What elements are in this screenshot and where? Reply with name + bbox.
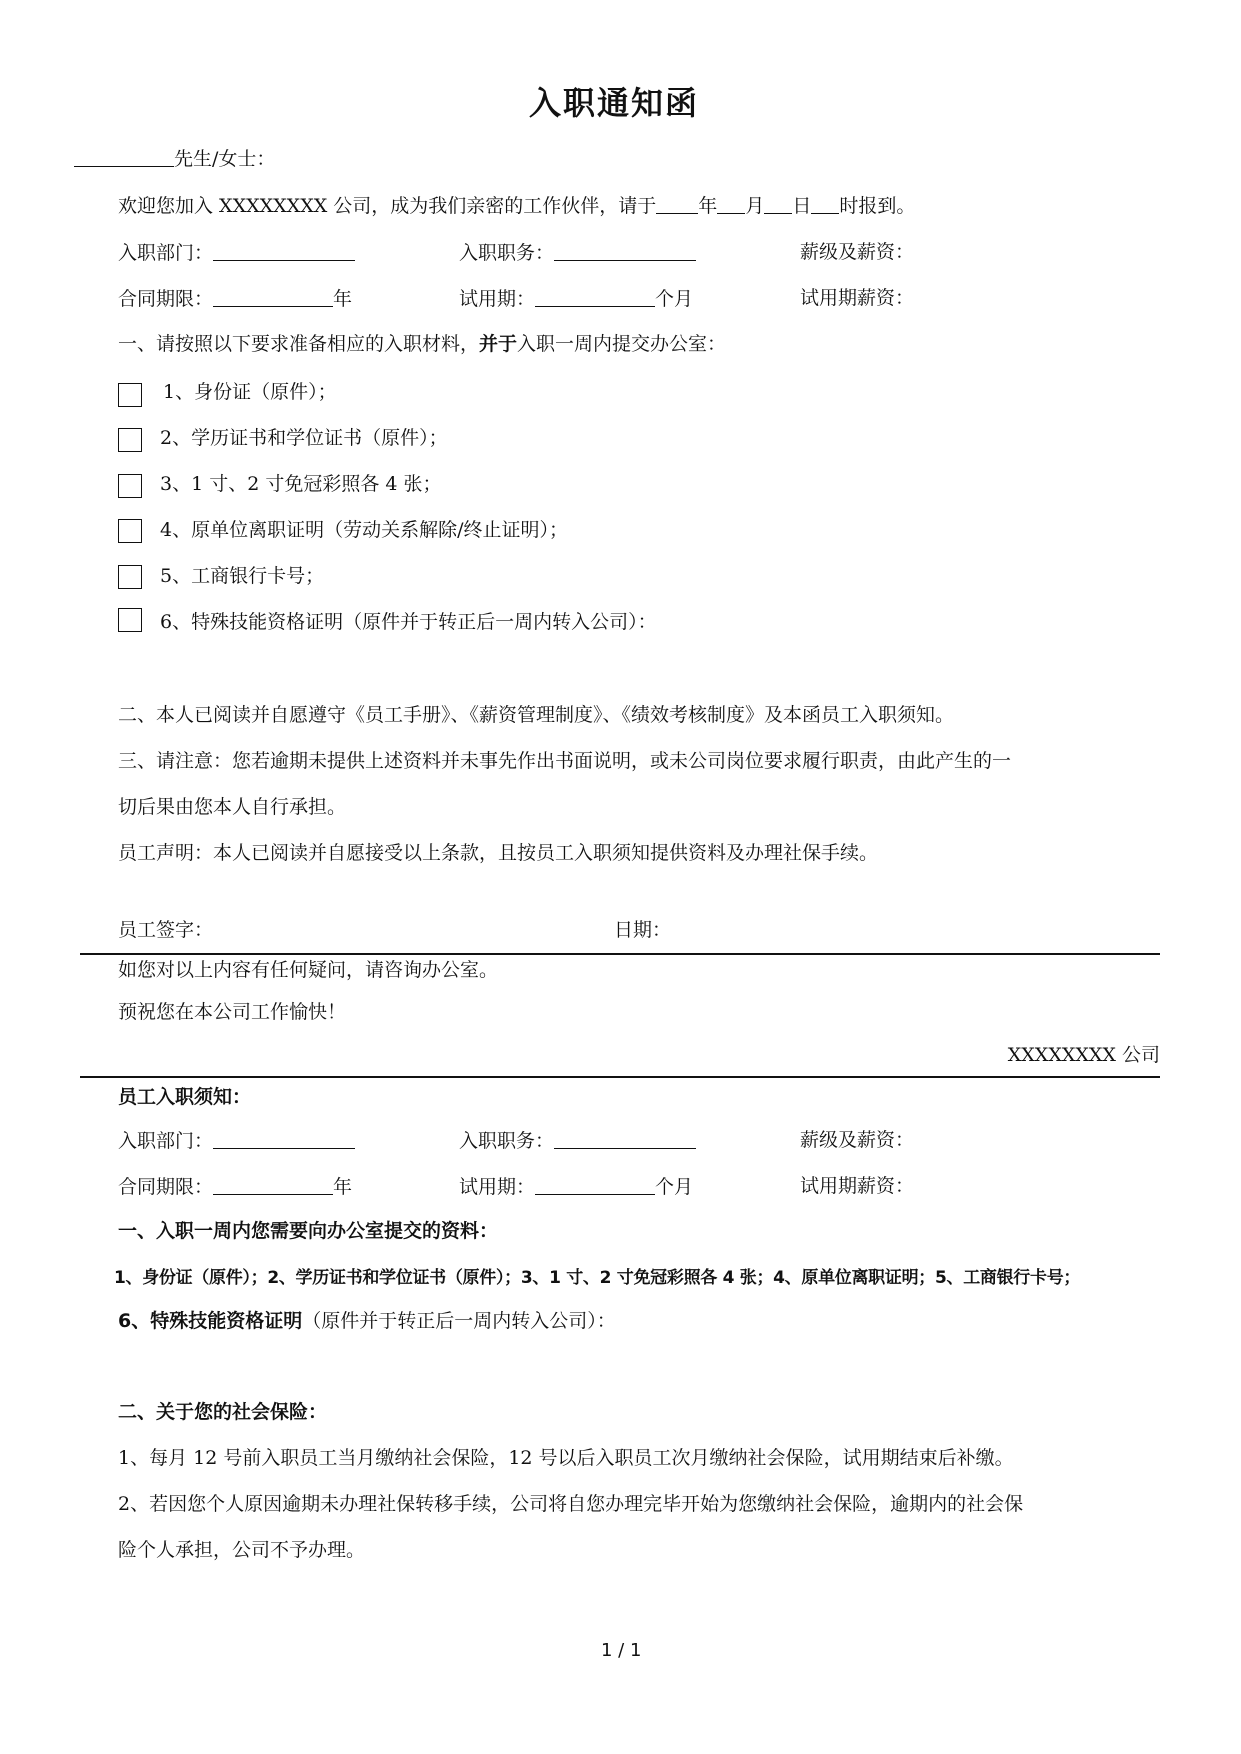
section1-heading [118, 332, 726, 356]
section3-line2: 切后果由您本人自行承担。 [118, 796, 347, 818]
year-label: 年 [698, 195, 718, 217]
probation-label: 试用期： [459, 288, 536, 310]
notice-contract-term-blank[interactable] [213, 1174, 333, 1195]
contract-term-label: 合同期限： [118, 288, 214, 310]
notice-social2-line1: 2、若因您个人原因逾期未办理社保转移手续，公司将自您办理完毕开始为您缴纳社会保险，逾期内的社会保 [118, 1493, 1024, 1515]
checklist-checkbox-6[interactable] [118, 608, 142, 632]
time-label: 时报到。 [839, 195, 916, 217]
notice-probation-blank[interactable] [535, 1174, 655, 1195]
welcome-line [118, 193, 915, 218]
welcome-text: 欢迎您加入 XXXXXXXX 公司，成为我们亲密的工作伙伴，请于 [118, 195, 657, 217]
position-blank[interactable] [554, 240, 696, 261]
salary-level-field: 薪级及薪资： [800, 241, 915, 263]
day-blank[interactable] [764, 193, 792, 214]
section2-text: 二、本人已阅读并自愿遵守《员工手册》、《薪资管理制度》、《绩效考核制度》及本函员工入职须知。 [118, 704, 955, 726]
company-signoff: XXXXXXXX 公司 [1007, 1044, 1160, 1066]
month-label: 月 [745, 195, 765, 217]
year-blank[interactable] [656, 193, 698, 214]
notice-probation-field [459, 1174, 693, 1199]
section1-heading-a: 一、请按照以下要求准备相应的入职材料， [118, 333, 480, 355]
contract-term-field [118, 286, 352, 311]
probation-salary-field: 试用期薪资： [800, 287, 915, 309]
notice-probation-unit: 个月 [655, 1176, 694, 1198]
notice-position-label: 入职职务： [459, 1130, 555, 1152]
notice-heading: 员工入职须知： [118, 1086, 252, 1108]
month-blank[interactable] [717, 193, 745, 214]
checklist-checkbox-1[interactable] [118, 383, 142, 407]
probation-blank[interactable] [535, 286, 655, 307]
checklist-item-6: 6、特殊技能资格证明（原件并于转正后一周内转入公司）： [160, 611, 657, 633]
checklist-item-1: 1、身份证（原件）； [163, 381, 337, 403]
section1-heading-c: 入职一周内提交办公室： [517, 333, 727, 355]
probation-field [459, 286, 693, 311]
checklist-checkbox-3[interactable] [118, 474, 142, 498]
notice-contract-term-unit: 年 [333, 1176, 353, 1198]
greeting-line [74, 146, 275, 171]
notice-item6 [118, 1309, 616, 1333]
notice-probation-salary-field: 试用期薪资： [800, 1175, 915, 1197]
employee-declaration: 员工声明：本人已阅读并自愿接受以上条款，且按员工入职须知提供资料及办理社保手续。 [118, 842, 879, 864]
department-blank[interactable] [213, 240, 355, 261]
page-title: 入职通知函 [529, 84, 700, 122]
hour-blank[interactable] [811, 193, 839, 214]
wish-text: 预祝您在本公司工作愉快！ [118, 1001, 347, 1023]
position-field [459, 240, 696, 265]
notice-department-field [118, 1128, 355, 1153]
checklist-item-5: 5、工商银行卡号； [160, 565, 325, 587]
position-label: 入职职务： [459, 242, 555, 264]
notice-contract-term-field [118, 1174, 352, 1199]
notice-divider [80, 1076, 1160, 1078]
notice-salary-level-field: 薪级及薪资： [800, 1129, 915, 1151]
department-field [118, 240, 355, 265]
section1-heading-bold: 并于 [479, 333, 518, 355]
checklist-item-3: 3、1 寸、2 寸免冠彩照各 4 张； [160, 473, 442, 495]
notice-contract-term-label: 合同期限： [118, 1176, 214, 1198]
department-label: 入职部门： [118, 242, 214, 264]
notice-item6-rest: （原件并于转正后一周内转入公司）： [302, 1310, 616, 1332]
contract-term-blank[interactable] [213, 286, 333, 307]
notice-social1: 1、每月 12 号前入职员工当月缴纳社会保险，12 号以后入职员工次月缴纳社会保险，试用期结束后补缴。 [118, 1447, 1014, 1469]
notice-position-blank[interactable] [554, 1128, 696, 1149]
notice-item6-bold: 6、特殊技能资格证明 [118, 1310, 303, 1332]
notice-materials-line: 1、身份证（原件）；2、学历证书和学位证书（原件）；3、1 寸、2 寸免冠彩照各 4 张；4、原单位离职证明；5、工商银行卡号； [114, 1268, 1081, 1288]
contract-term-unit: 年 [333, 288, 353, 310]
notice-probation-label: 试用期： [459, 1176, 536, 1198]
checklist-checkbox-5[interactable] [118, 565, 142, 589]
checklist-checkbox-2[interactable] [118, 428, 142, 452]
checklist-item-2: 2、学历证书和学位证书（原件）； [160, 427, 448, 449]
checklist-item-4: 4、原单位离职证明（劳动关系解除/终止证明）； [160, 519, 568, 541]
checklist-checkbox-4[interactable] [118, 519, 142, 543]
day-label: 日 [792, 195, 812, 217]
notice-department-label: 入职部门： [118, 1130, 214, 1152]
notice-section2-heading: 二、关于您的社会保险： [118, 1401, 328, 1423]
name-blank[interactable] [74, 146, 174, 167]
date-label: 日期： [614, 919, 672, 941]
signature-label: 员工签字： [118, 919, 214, 941]
signature-divider [80, 953, 1160, 955]
notice-department-blank[interactable] [213, 1128, 355, 1149]
inquiry-text: 如您对以上内容有任何疑问，请咨询办公室。 [118, 959, 499, 981]
notice-social2-line2: 险个人承担，公司不予办理。 [118, 1539, 366, 1561]
probation-unit: 个月 [655, 288, 694, 310]
page-number: 1 / 1 [601, 1640, 642, 1661]
section3-line1: 三、请注意：您若逾期未提供上述资料并未事先作出书面说明，或未公司岗位要求履行职责，由此产生的一 [118, 750, 1012, 772]
greeting-text: 先生/女士： [174, 148, 276, 170]
notice-position-field [459, 1128, 696, 1153]
notice-section1-heading: 一、入职一周内您需要向办公室提交的资料： [118, 1220, 499, 1242]
